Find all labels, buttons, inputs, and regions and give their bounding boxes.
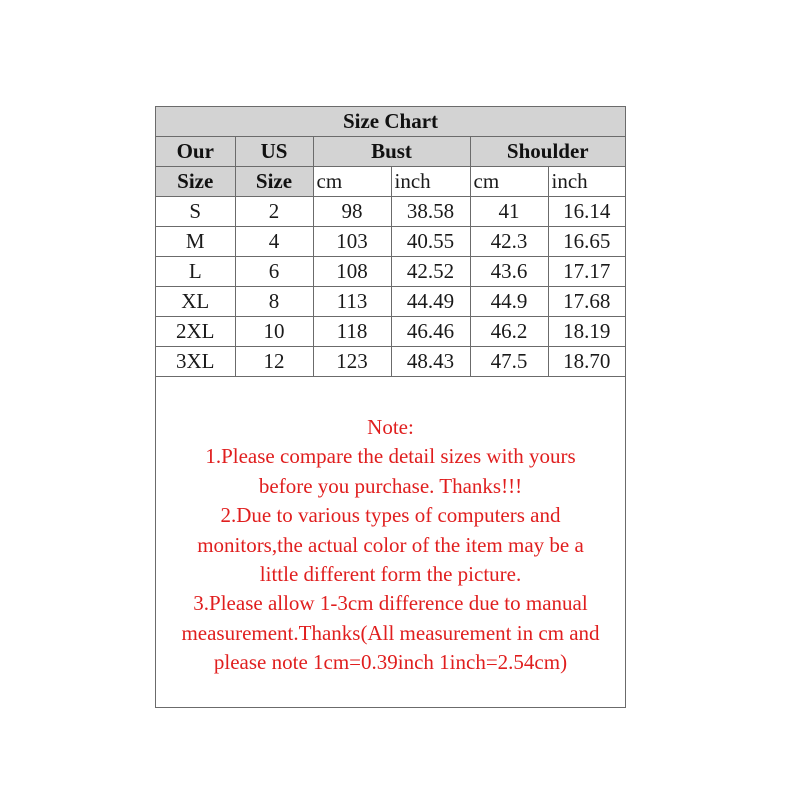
- note-line: please note 1cm=0.39inch 1inch=2.54cm): [213, 650, 568, 675]
- header-our-size-bottom: Size: [156, 167, 235, 197]
- table-row: [156, 257, 625, 287]
- cell-bust-cm: 103: [313, 227, 391, 257]
- header-row-1: [156, 137, 625, 167]
- cell-shoulder-cm: 43.6: [470, 257, 548, 287]
- header-bust: Bust: [313, 137, 470, 167]
- cell-bust-cm: 113: [313, 287, 391, 317]
- cell-us-size: 12: [235, 347, 313, 377]
- cell-bust-inch: 48.43: [391, 347, 470, 377]
- header-row-2: [156, 167, 625, 197]
- note-title: Note:: [367, 415, 414, 439]
- size-chart-sheet: [155, 106, 626, 708]
- cell-us-size: 4: [235, 227, 313, 257]
- cell-shoulder-inch: 16.65: [548, 227, 625, 257]
- cell-shoulder-cm: 46.2: [470, 317, 548, 347]
- title-row: [156, 107, 625, 137]
- header-us-size-top: US: [235, 137, 313, 167]
- cell-shoulder-cm: 44.9: [470, 287, 548, 317]
- header-shoulder-inch: inch: [548, 167, 625, 197]
- header-bust-inch: inch: [391, 167, 470, 197]
- note-line: monitors,the actual color of the item may be a: [197, 532, 584, 557]
- cell-our-size: S: [156, 197, 235, 227]
- cell-us-size: 6: [235, 257, 313, 287]
- cell-us-size: 10: [235, 317, 313, 347]
- cell-us-size: 2: [235, 197, 313, 227]
- cell-bust-inch: 42.52: [391, 257, 470, 287]
- note-line: little different form the picture.: [259, 562, 522, 587]
- header-our-size-top: Our: [156, 137, 235, 167]
- cell-us-size: 8: [235, 287, 313, 317]
- cell-bust-cm: 118: [313, 317, 391, 347]
- table-title: Size Chart: [156, 107, 625, 137]
- cell-bust-cm: 98: [313, 197, 391, 227]
- cell-shoulder-inch: 18.70: [548, 347, 625, 377]
- cell-bust-cm: 123: [313, 347, 391, 377]
- table-row: [156, 287, 625, 317]
- note-line: 2.Due to various types of computers and: [220, 503, 561, 528]
- header-us-size-bottom: Size: [235, 167, 313, 197]
- cell-bust-inch: 38.58: [391, 197, 470, 227]
- table-row: [156, 317, 625, 347]
- cell-shoulder-inch: 18.19: [548, 317, 625, 347]
- cell-our-size: XL: [156, 287, 235, 317]
- cell-shoulder-cm: 42.3: [470, 227, 548, 257]
- cell-bust-cm: 108: [313, 257, 391, 287]
- cell-shoulder-inch: 16.14: [548, 197, 625, 227]
- header-shoulder: Shoulder: [470, 137, 625, 167]
- cell-bust-inch: 40.55: [391, 227, 470, 257]
- cell-shoulder-cm: 47.5: [470, 347, 548, 377]
- cell-bust-inch: 46.46: [391, 317, 470, 347]
- cell-shoulder-cm: 41: [470, 197, 548, 227]
- table-row: [156, 197, 625, 227]
- note-line: 3.Please allow 1-3cm difference due to manual: [193, 591, 588, 616]
- note-line: before you purchase. Thanks!!!: [258, 473, 523, 498]
- table-row: [156, 347, 625, 377]
- note-block: [156, 413, 625, 678]
- cell-shoulder-inch: 17.68: [548, 287, 625, 317]
- cell-bust-inch: 44.49: [391, 287, 470, 317]
- note-line: 1.Please compare the detail sizes with yours: [205, 444, 576, 469]
- table-row: [156, 227, 625, 257]
- note-line: measurement.Thanks(All measurement in cm and: [181, 620, 600, 645]
- cell-our-size: 3XL: [156, 347, 235, 377]
- cell-our-size: L: [156, 257, 235, 287]
- cell-shoulder-inch: 17.17: [548, 257, 625, 287]
- cell-our-size: M: [156, 227, 235, 257]
- cell-our-size: 2XL: [156, 317, 235, 347]
- size-chart-table: [156, 107, 625, 377]
- header-shoulder-cm: cm: [470, 167, 548, 197]
- header-bust-cm: cm: [313, 167, 391, 197]
